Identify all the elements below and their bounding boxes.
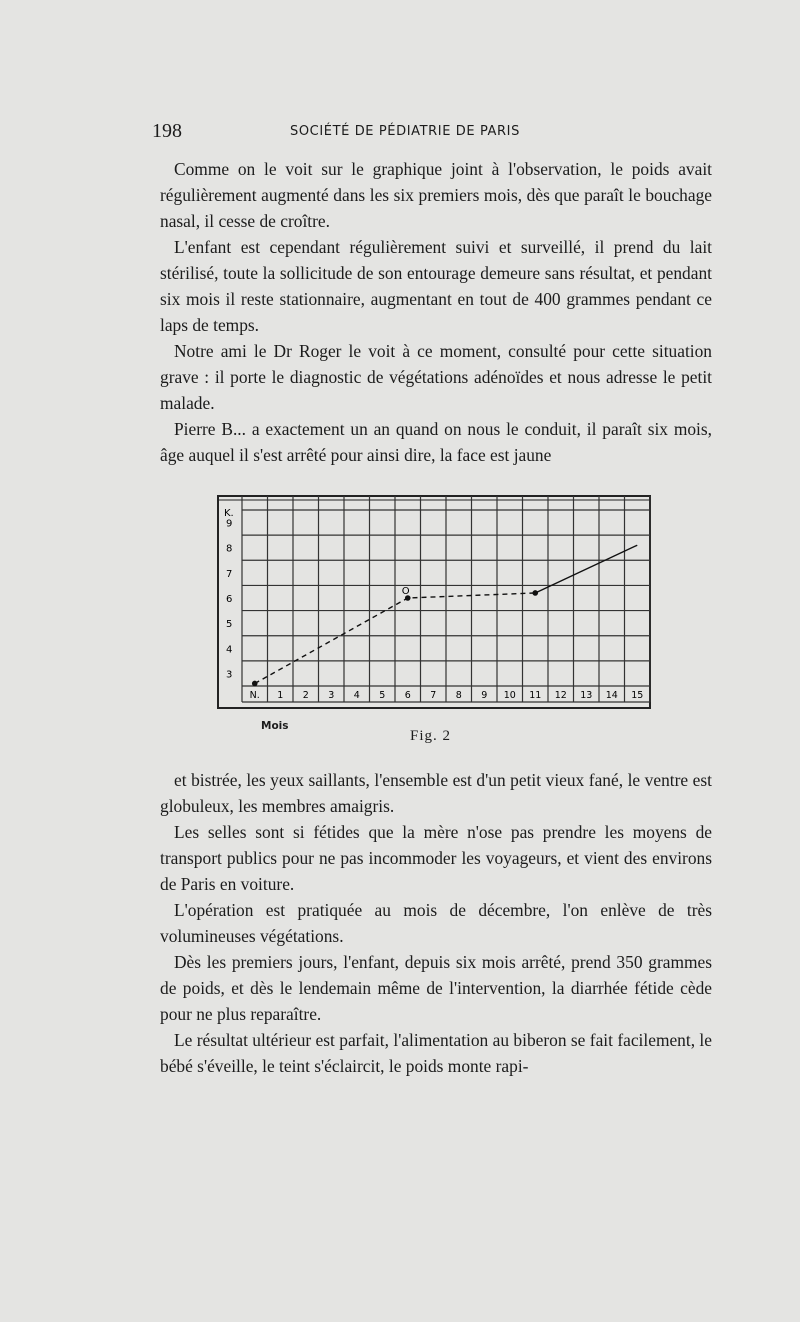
x-tick-label: 4 (353, 690, 360, 701)
x-tick-label: N. (249, 690, 260, 701)
y-tick-label: 7 (226, 568, 233, 580)
paragraph: L'enfant est cependant régulièrement suivi et surveillé, il prend du lait stérilisé, toute la sollicitude de son entourage demeure sans résultat, et pendant six mois il reste stationnaire, augmentant en tout de 400 grammes pendant ce laps de temps. (160, 237, 712, 335)
body-text-top (160, 156, 712, 468)
body-text-bottom (160, 767, 712, 1079)
weight-chart (210, 490, 655, 718)
paragraph: Le résultat ultérieur est parfait, l'alimentation au biberon se fait facilement, le bébé s'éveille, le teint s'éclaircit, le poids monte rapi- (160, 1030, 712, 1076)
x-tick-label: 8 (455, 690, 462, 701)
x-tick-label: 13 (580, 690, 593, 701)
page-header (152, 120, 712, 144)
x-tick-label: 11 (529, 690, 542, 701)
point-annotation: O (401, 586, 410, 597)
x-tick-label: 12 (554, 690, 567, 701)
y-tick-label: 5 (226, 619, 233, 631)
y-axis-label: K. (224, 508, 234, 519)
y-tick-label: 3 (226, 669, 233, 681)
paragraph: Comme on le voit sur le graphique joint à l'observation, le poids avait régulièrement augmenté dans les six premiers mois, dès que paraît le bouchage nasal, il cesse de croître. (160, 159, 712, 231)
x-tick-label: 2 (302, 690, 309, 701)
x-tick-label: 6 (404, 690, 411, 701)
y-tick-label: 8 (226, 543, 233, 555)
figure-weight-chart (210, 490, 655, 755)
data-point (532, 590, 538, 596)
y-tick-label: 9 (226, 518, 233, 530)
x-tick-label: 7 (430, 690, 437, 701)
paragraph: Dès les premiers jours, l'enfant, depuis six mois arrêté, prend 350 grammes de poids, et dès le lendemain même de l'intervention, la diarrhée fétide cède pour ne plus reparaître. (160, 952, 712, 1024)
y-tick-label: 6 (226, 594, 233, 605)
paragraph: L'opération est pratiquée au mois de décembre, l'on enlève de très volumineuses végétations. (160, 900, 712, 946)
paragraph: Pierre B... a exactement un an quand on nous le conduit, il paraît six mois, âge auquel il s'est arrêté pour ainsi dire, la face est jaune (160, 419, 712, 465)
x-tick-label: 10 (503, 690, 516, 701)
y-tick-label: 4 (226, 644, 233, 656)
x-tick-label: 5 (379, 690, 386, 701)
paragraph: Les selles sont si fétides que la mère n'ose pas prendre les moyens de transport publics pour ne pas incommoder les voyageurs, et vient des environs de Paris en voiture. (160, 822, 712, 894)
x-tick-label: 9 (481, 690, 488, 701)
page-number: 198 (152, 120, 182, 142)
x-tick-label: 14 (605, 690, 618, 701)
paragraph: et bistrée, les yeux saillants, l'ensemble est d'un petit vieux fané, le ventre est globuleux, les membres amaigris. (160, 770, 712, 816)
x-tick-label: 1 (277, 690, 284, 701)
x-tick-label: 3 (328, 690, 335, 701)
chart-frame (218, 496, 650, 708)
data-point (252, 681, 258, 687)
running-head: SOCIÉTÉ DE PÉDIATRIE DE PARIS (290, 124, 520, 139)
paragraph: Notre ami le Dr Roger le voit à ce moment, consulté pour cette situation grave : il porte le diagnostic de végétations adénoïdes et nous adresse le petit malade. (160, 341, 712, 413)
x-tick-label: 15 (631, 690, 644, 701)
figure-caption: Fig. 2 (410, 728, 452, 744)
x-axis-label: Mois (261, 720, 289, 732)
